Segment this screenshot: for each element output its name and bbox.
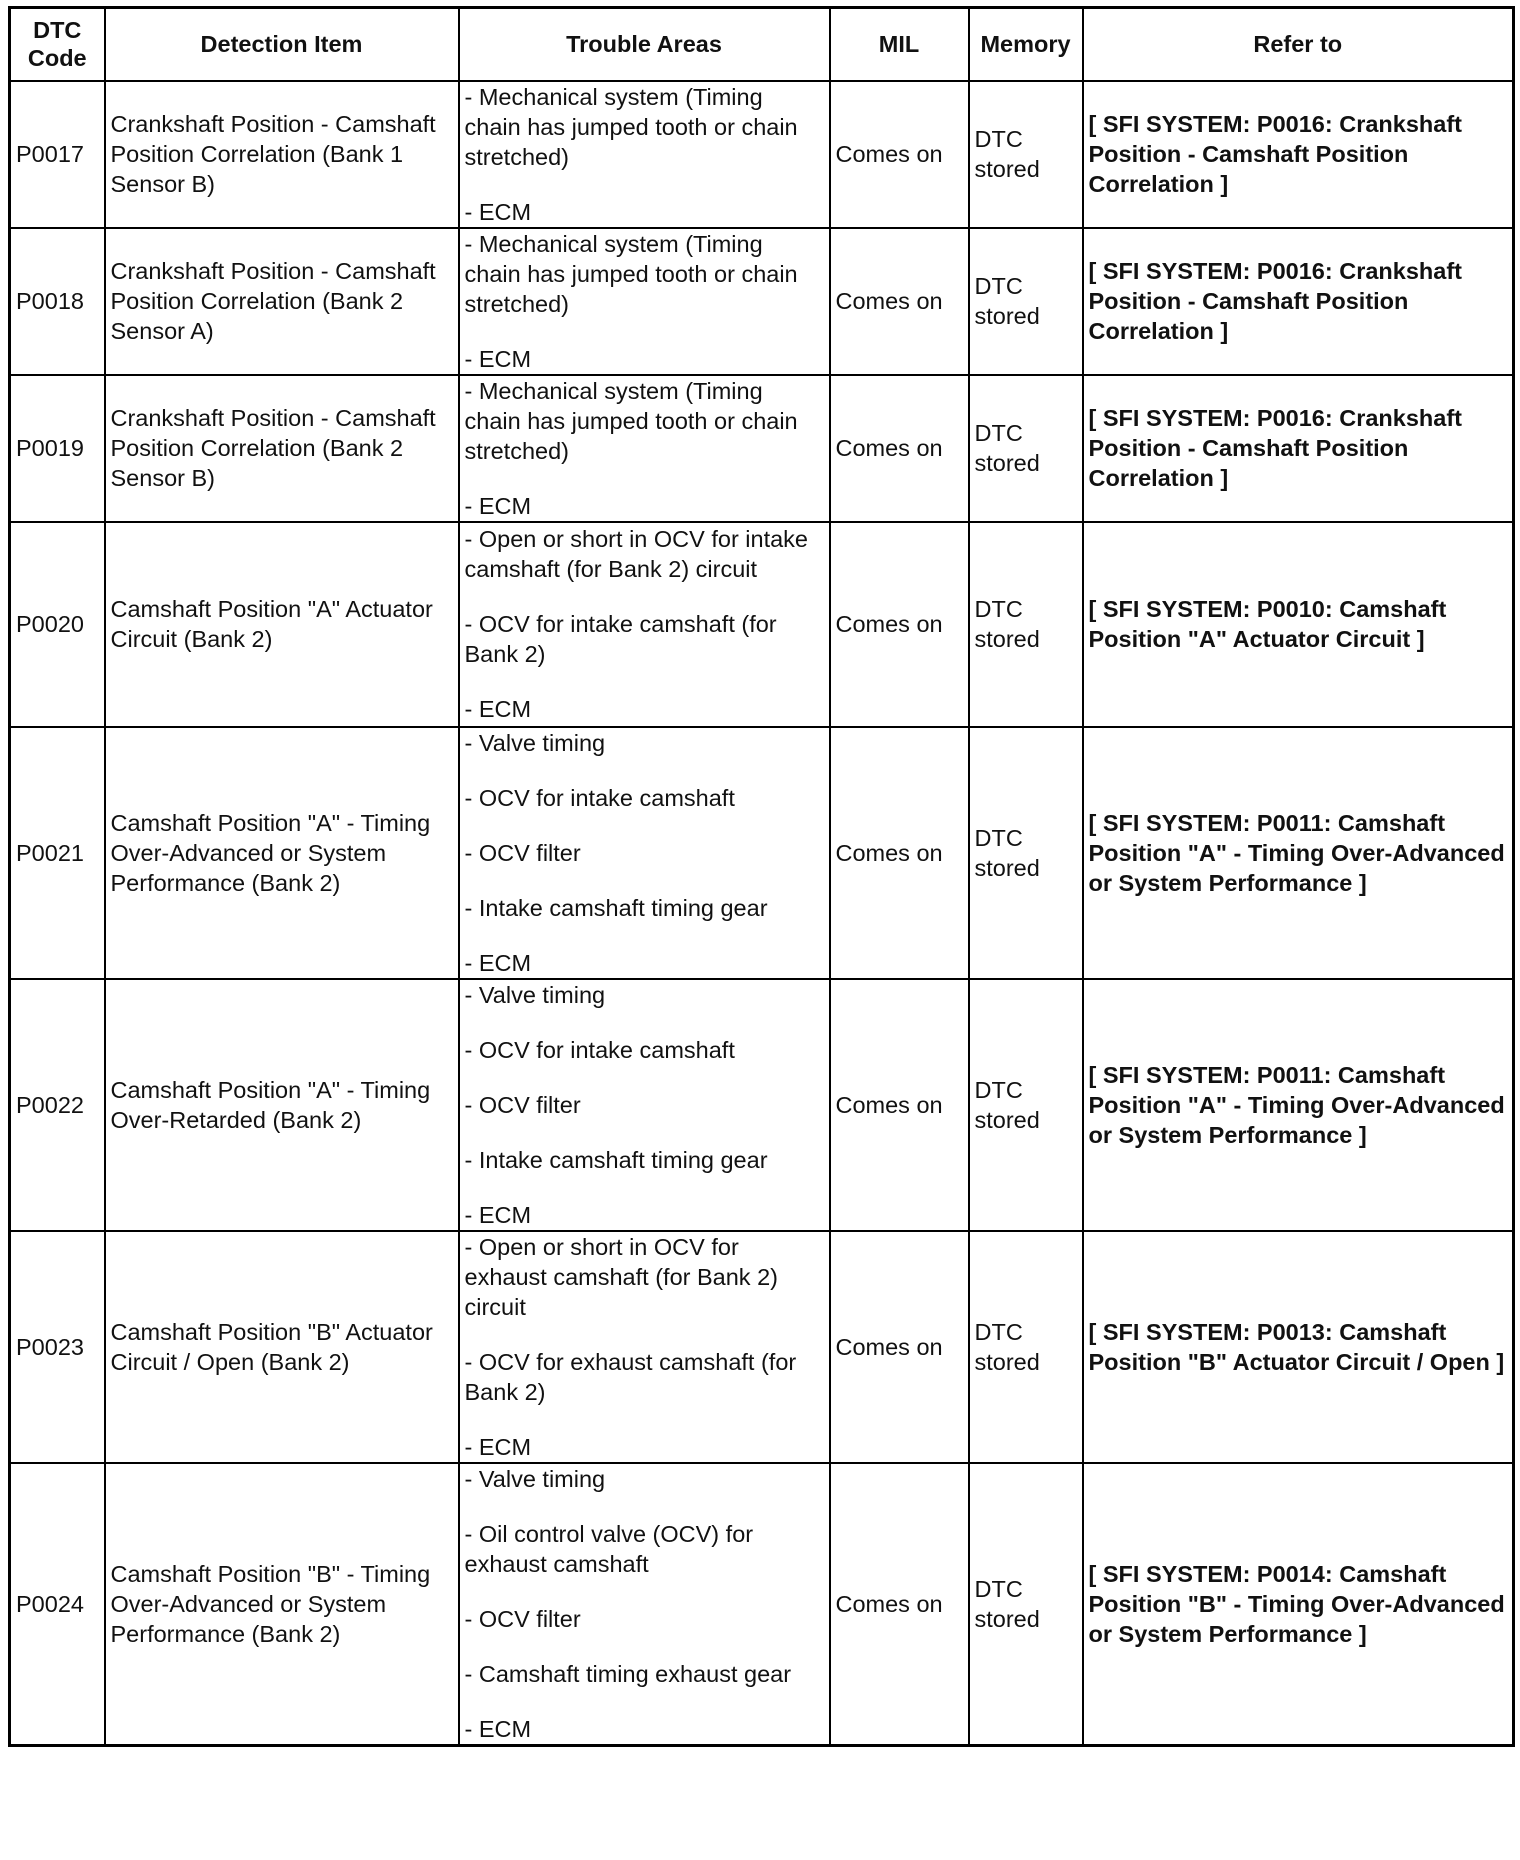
header-dtc-code: DTC Code (10, 8, 105, 81)
dtc-code-cell: P0020 (10, 522, 105, 727)
trouble-area-item: - ECM (464, 1433, 532, 1460)
mil-cell: Comes on (830, 979, 969, 1231)
trouble-area-item: - Valve timing (464, 981, 606, 1008)
trouble-areas-cell (459, 228, 830, 375)
trouble-area-item: - Open or short in OCV for intake camshaft (for Bank 2) circuit (464, 526, 809, 582)
refer-to-cell: [ SFI SYSTEM: P0010: Camshaft Position "A" Actuator Circuit ] (1083, 522, 1514, 727)
trouble-areas-list (465, 229, 824, 374)
refer-to-cell: [ SFI SYSTEM: P0016: Crankshaft Position - Camshaft Position Correlation ] (1083, 375, 1514, 522)
dtc-code-cell: P0018 (10, 228, 105, 375)
mil-cell: Comes on (830, 228, 969, 375)
trouble-area-item: - Mechanical system (Timing chain has jumped tooth or chain stretched) (464, 230, 798, 317)
trouble-area-item: - OCV filter (464, 1605, 581, 1632)
trouble-area-item: - Open or short in OCV for exhaust camshaft (for Bank 2) circuit (464, 1233, 778, 1320)
detection-item-cell: Camshaft Position "A" - Timing Over-Advanced or System Performance (Bank 2) (105, 727, 459, 979)
trouble-area-item: - ECM (464, 345, 532, 372)
trouble-areas-cell (459, 979, 830, 1231)
trouble-area-item: - Mechanical system (Timing chain has jumped tooth or chain stretched) (464, 83, 798, 170)
detection-item-cell: Crankshaft Position - Camshaft Position Correlation (Bank 2 Sensor B) (105, 375, 459, 522)
trouble-areas-list (465, 1232, 824, 1462)
trouble-area-item: - Intake camshaft timing gear (464, 894, 768, 921)
trouble-area-item: - Mechanical system (Timing chain has jumped tooth or chain stretched) (464, 377, 798, 464)
refer-to-cell: [ SFI SYSTEM: P0016: Crankshaft Position - Camshaft Position Correlation ] (1083, 81, 1514, 228)
mil-cell: Comes on (830, 727, 969, 979)
mil-cell: Comes on (830, 1231, 969, 1463)
refer-to-cell: [ SFI SYSTEM: P0011: Camshaft Position "A" - Timing Over-Advanced or System Performance ] (1083, 727, 1514, 979)
trouble-areas-cell (459, 375, 830, 522)
detection-item-cell: Camshaft Position "A" Actuator Circuit (Bank 2) (105, 522, 459, 727)
detection-item-cell: Camshaft Position "B" Actuator Circuit / Open (Bank 2) (105, 1231, 459, 1463)
table-body (10, 81, 1514, 1746)
dtc-table (8, 6, 1515, 1747)
trouble-area-item: - Valve timing (464, 729, 606, 756)
memory-cell: DTC stored (969, 375, 1083, 522)
memory-cell: DTC stored (969, 81, 1083, 228)
table-row (10, 727, 1514, 979)
table-header (10, 8, 1514, 81)
trouble-areas-cell (459, 522, 830, 727)
table-row (10, 1231, 1514, 1463)
detection-item-cell: Crankshaft Position - Camshaft Position Correlation (Bank 2 Sensor A) (105, 228, 459, 375)
mil-cell: Comes on (830, 375, 969, 522)
dtc-code-cell: P0022 (10, 979, 105, 1231)
dtc-table-container (8, 6, 1515, 1747)
trouble-area-item: - ECM (464, 696, 532, 722)
trouble-areas-list (465, 980, 824, 1230)
header-row (10, 8, 1514, 81)
trouble-areas-cell (459, 1463, 830, 1746)
trouble-areas-list (465, 1464, 824, 1744)
detection-item-cell: Crankshaft Position - Camshaft Position Correlation (Bank 1 Sensor B) (105, 81, 459, 228)
trouble-areas-list (465, 524, 824, 724)
dtc-code-cell: P0021 (10, 727, 105, 979)
header-memory: Memory (969, 8, 1083, 81)
mil-cell: Comes on (830, 522, 969, 727)
refer-to-cell: [ SFI SYSTEM: P0013: Camshaft Position "B" Actuator Circuit / Open ] (1083, 1231, 1514, 1463)
trouble-area-item: - Intake camshaft timing gear (464, 1146, 768, 1173)
memory-cell: DTC stored (969, 727, 1083, 979)
trouble-area-item: - ECM (464, 1715, 532, 1742)
memory-cell: DTC stored (969, 979, 1083, 1231)
trouble-area-item: - ECM (464, 492, 532, 519)
detection-item-cell: Camshaft Position "B" - Timing Over-Advanced or System Performance (Bank 2) (105, 1463, 459, 1746)
trouble-area-item: - OCV for intake camshaft (464, 1036, 735, 1063)
trouble-areas-list (465, 376, 824, 521)
table-row (10, 979, 1514, 1231)
trouble-area-item: - ECM (464, 1201, 532, 1228)
trouble-area-item: - OCV filter (464, 1091, 581, 1118)
mil-cell: Comes on (830, 81, 969, 228)
trouble-area-item: - OCV for intake camshaft (for Bank 2) (464, 611, 777, 667)
trouble-area-item: - OCV for intake camshaft (464, 784, 735, 811)
trouble-areas-cell (459, 727, 830, 979)
trouble-areas-cell (459, 81, 830, 228)
trouble-area-item: - Camshaft timing exhaust gear (464, 1660, 792, 1687)
refer-to-cell: [ SFI SYSTEM: P0016: Crankshaft Position - Camshaft Position Correlation ] (1083, 228, 1514, 375)
table-row (10, 228, 1514, 375)
header-mil: MIL (830, 8, 969, 81)
trouble-area-item: - OCV filter (464, 839, 581, 866)
trouble-area-item: - Valve timing (464, 1465, 606, 1492)
trouble-area-item: - ECM (464, 949, 532, 976)
table-row (10, 81, 1514, 228)
memory-cell: DTC stored (969, 1231, 1083, 1463)
header-refer-to: Refer to (1083, 8, 1514, 81)
refer-to-cell: [ SFI SYSTEM: P0011: Camshaft Position "A" - Timing Over-Advanced or System Performance ] (1083, 979, 1514, 1231)
table-row (10, 1463, 1514, 1746)
table-row (10, 522, 1514, 727)
trouble-areas-list (465, 82, 824, 227)
trouble-areas-cell (459, 1231, 830, 1463)
refer-to-cell: [ SFI SYSTEM: P0014: Camshaft Position "B" - Timing Over-Advanced or System Performance ] (1083, 1463, 1514, 1746)
dtc-code-cell: P0017 (10, 81, 105, 228)
table-row (10, 375, 1514, 522)
trouble-area-item: - ECM (464, 198, 532, 225)
memory-cell: DTC stored (969, 1463, 1083, 1746)
memory-cell: DTC stored (969, 228, 1083, 375)
trouble-area-item: - OCV for exhaust camshaft (for Bank 2) (464, 1348, 797, 1405)
header-detection-item: Detection Item (105, 8, 459, 81)
trouble-areas-list (465, 728, 824, 978)
dtc-code-cell: P0023 (10, 1231, 105, 1463)
dtc-code-cell: P0019 (10, 375, 105, 522)
detection-item-cell: Camshaft Position "A" - Timing Over-Retarded (Bank 2) (105, 979, 459, 1231)
mil-cell: Comes on (830, 1463, 969, 1746)
header-trouble-areas: Trouble Areas (459, 8, 830, 81)
trouble-area-item: - Oil control valve (OCV) for exhaust camshaft (464, 1520, 754, 1577)
memory-cell: DTC stored (969, 522, 1083, 727)
dtc-code-cell: P0024 (10, 1463, 105, 1746)
